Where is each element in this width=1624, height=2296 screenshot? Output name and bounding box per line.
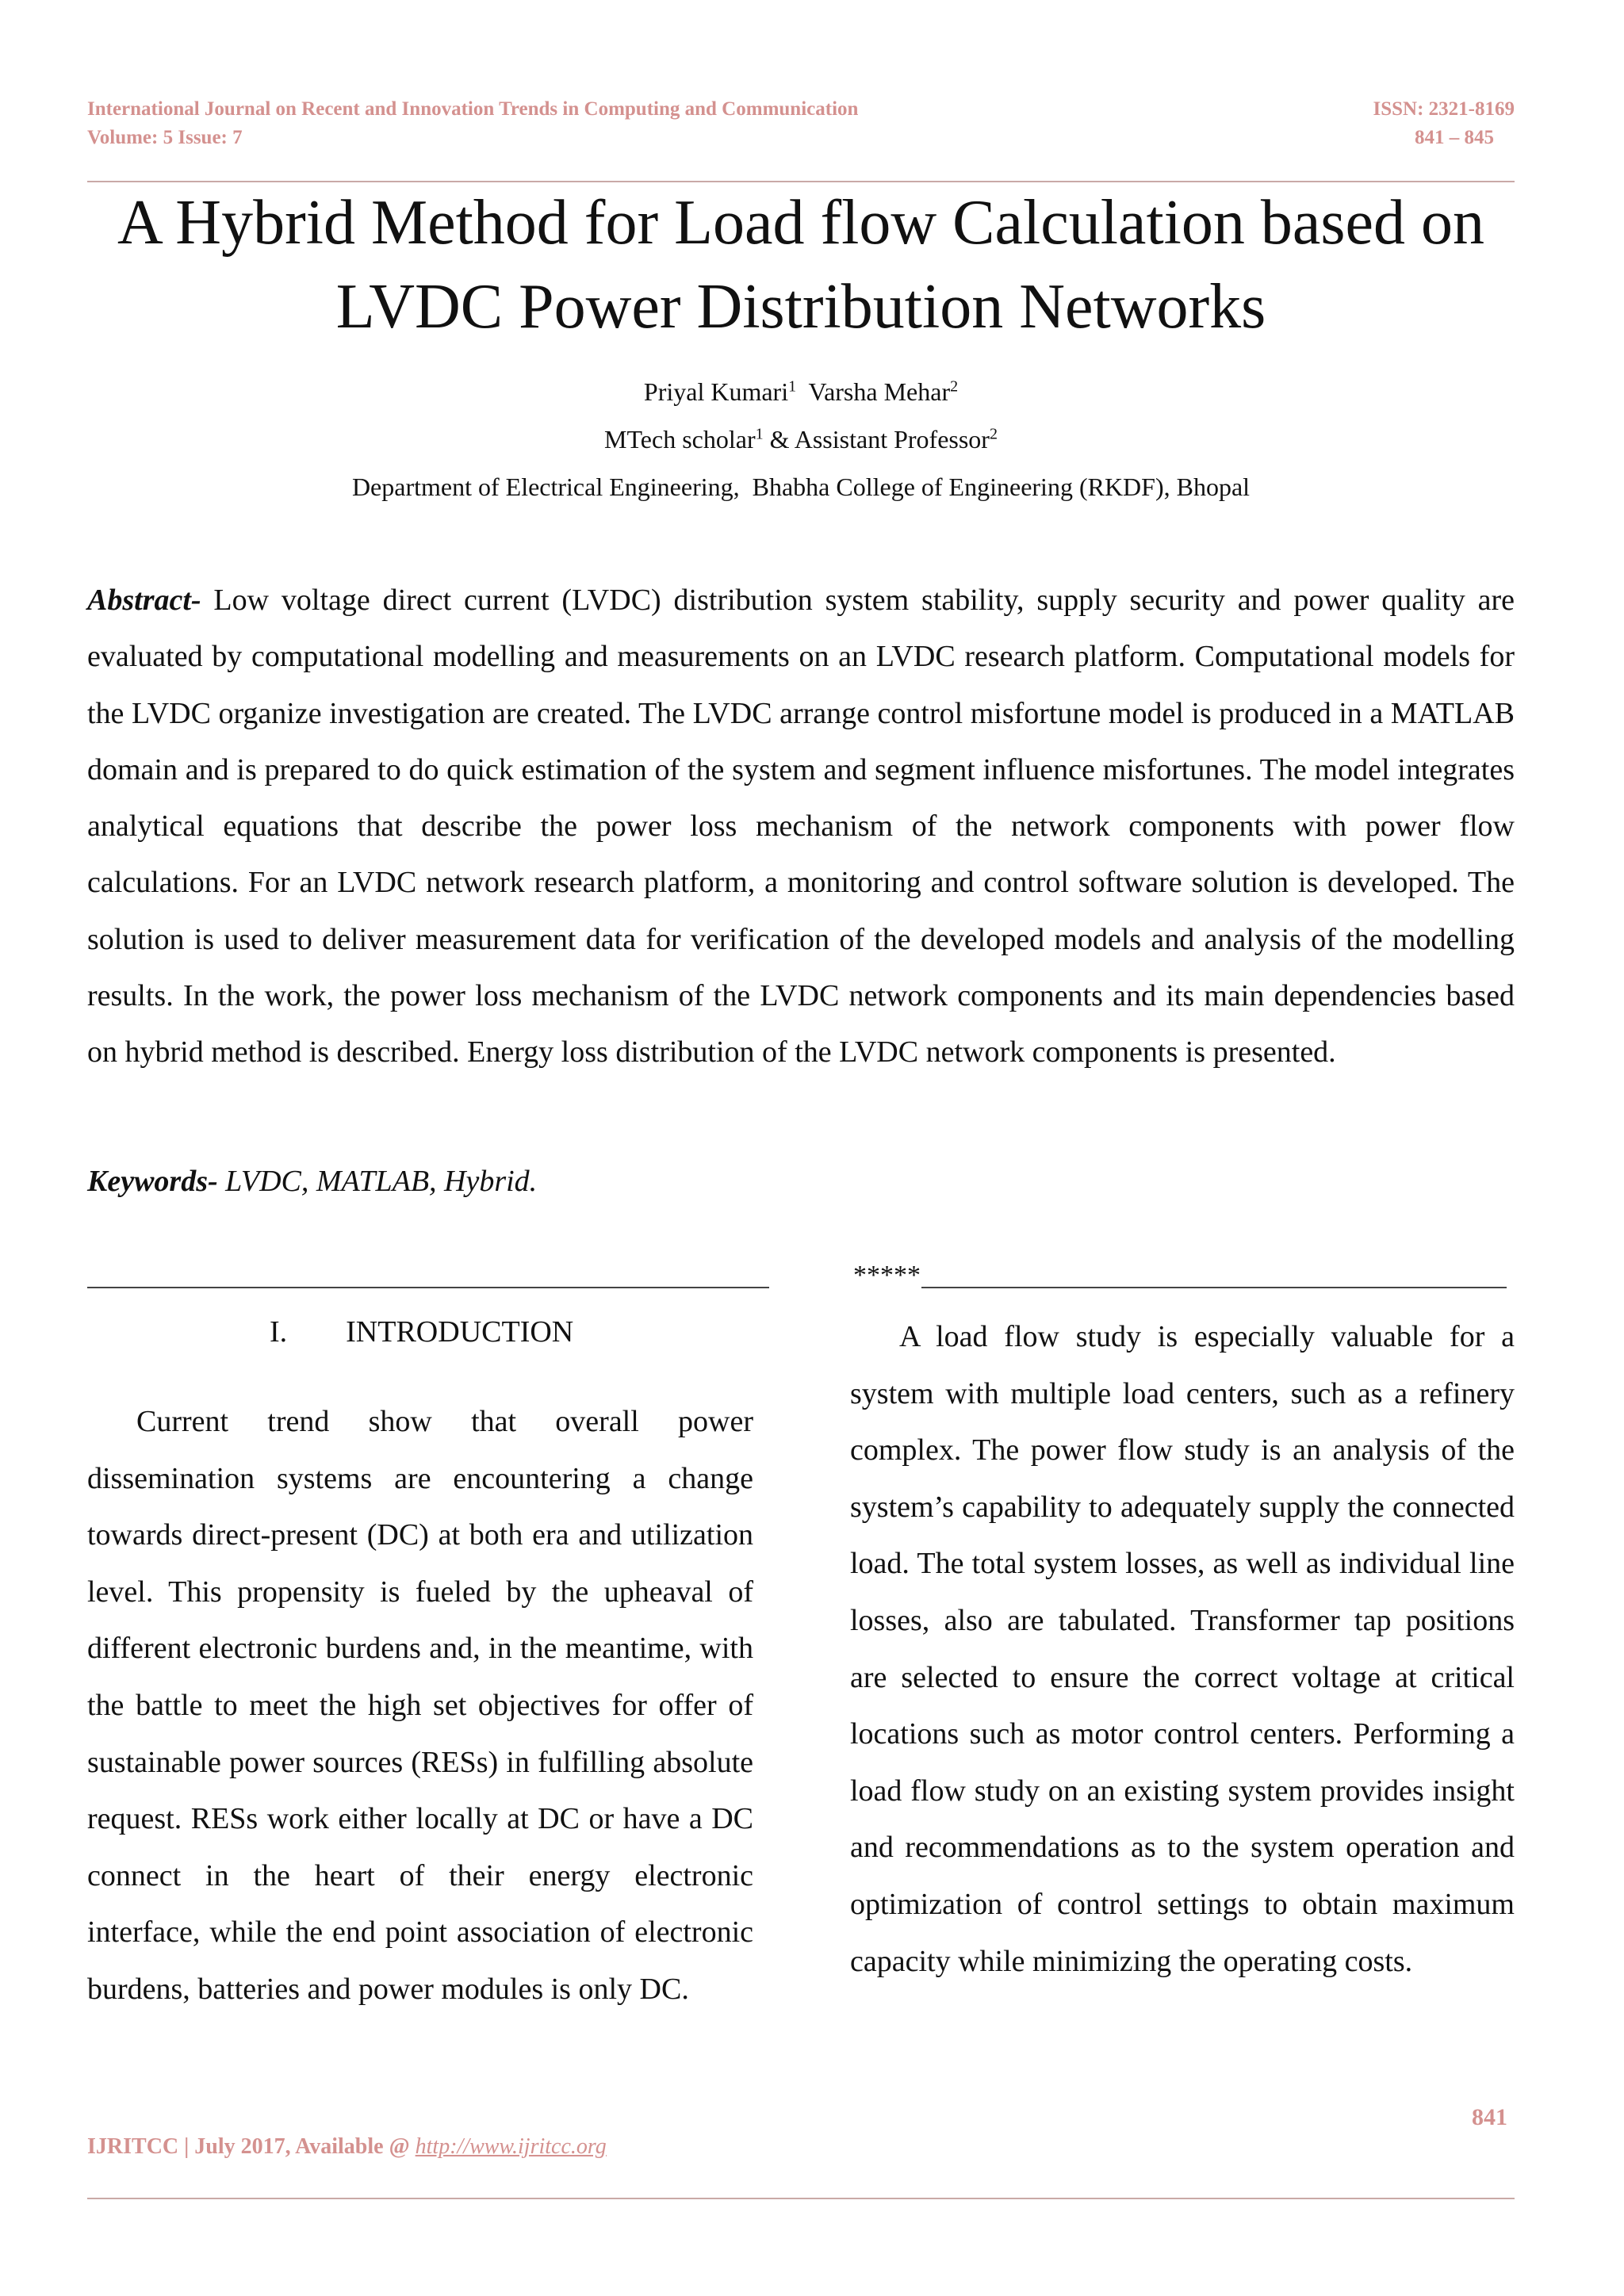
keywords-text: LVDC, MATLAB, Hybrid. [225, 1165, 538, 1198]
footer-link[interactable]: http://www.ijritcc.org [415, 2134, 607, 2159]
abstract [87, 572, 1515, 1081]
author-1-sup: 1 [788, 377, 797, 396]
footer-text: IJRITCC | July 2017, Available @ [87, 2134, 416, 2159]
author-2: Varsha Mehar [808, 377, 951, 406]
author-2-sup: 2 [950, 377, 959, 396]
section-title: INTRODUCTION [346, 1315, 574, 1349]
separator-line-left [87, 1287, 769, 1288]
affiliation: Department of Electrical Engineering, Bhabha College of Engineering (RKDF), Bhopal [351, 473, 1251, 501]
journal-name: International Journal on Recent and Innovation Trends in Computing and Communication [87, 98, 859, 120]
header-left [87, 95, 858, 152]
left-column [87, 1394, 753, 2019]
section-number: I. [270, 1315, 288, 1349]
abstract-text: Low voltage direct current (LVDC) distribution system stability, supply security and power quality are evaluated by computational modelling and measurements on an LVDC research platform. Computational models for the LVDC organize investigation are created. The LVDC arrange control misfortune model is produced in a MATLAB domain and is prepared to do quick estimation of the system and segment influence misfortunes. The model integrates analytical equations that describe the power loss mechanism of the network components with power flow calculations. For an LVDC network research platform, a monitoring and control software solution is developed. The solution is used to deliver measurement data for verification of the developed models and analysis of the modelling results. In the work, the power loss mechanism of the LVDC network components and its main dependencies based on hybrid method is described. Energy loss distribution of the LVDC network components is presented. [87, 584, 1515, 1070]
role-separator: & [763, 425, 795, 453]
role-1: MTech scholar [604, 425, 756, 453]
right-paragraph: A load flow study is especially valuable for a system with multiple load centers, such as a refinery complex. The power flow study is an analysis of the system’s capability to adequately supply the connected load. The total system losses, as well as individual line losses, also are tabulated. Transformer tap positions are selected to ensure the correct voltage at critical locations such as motor control centers. Performing a load flow study on an existing system provides insight and recommendations as to the system operation and optimization of control settings to obtain maximum capacity while minimizing the operating costs. [850, 1320, 1515, 1978]
separator-line-right [921, 1287, 1507, 1288]
abstract-label: Abstract- [87, 584, 201, 617]
left-paragraph: Current trend show that overall power dissemination systems are encountering a change towards direct-present (DC) at both era and utilization level. This propensity is fueled by the upheaval of different electronic burdens and, in the meantime, with the battle to meet the high set objectives for offer of sustainable power sources (RESs) in fulfilling absolute request. RESs work either locally at DC or have a DC connect in the heart of their energy electronic interface, while the end point association of electronic burdens, batteries and power modules is only DC. [87, 1405, 753, 2006]
volume-issue: Volume: 5 Issue: 7 [87, 127, 243, 148]
author-roles [87, 425, 1515, 454]
role-2: Assistant Professor [794, 425, 990, 453]
title-line-2: LVDC Power Distribution Networks [335, 272, 1266, 342]
issn: ISSN: 2321-8169 [1373, 98, 1515, 120]
role-1-sup: 1 [755, 425, 764, 443]
footer-rule [87, 2198, 1515, 2199]
running-header [87, 95, 1515, 152]
keywords-label: Keywords- [87, 1165, 218, 1198]
section-heading [270, 1314, 573, 1349]
role-2-sup: 2 [989, 425, 998, 443]
header-right [1373, 95, 1515, 152]
separator-stars: ***** [853, 1261, 921, 1290]
footer [87, 2134, 607, 2160]
paper-title [87, 181, 1515, 349]
title-line-1: A Hybrid Method for Load flow Calculation based on [117, 188, 1485, 258]
page-number: 841 [1472, 2104, 1507, 2130]
section-separator [87, 1261, 1507, 1290]
page-range: 841 – 845 [1415, 127, 1494, 148]
keywords [87, 1164, 537, 1199]
author-1: Priyal Kumari [643, 377, 789, 406]
right-column [850, 1309, 1515, 1990]
author-names [87, 377, 1515, 407]
